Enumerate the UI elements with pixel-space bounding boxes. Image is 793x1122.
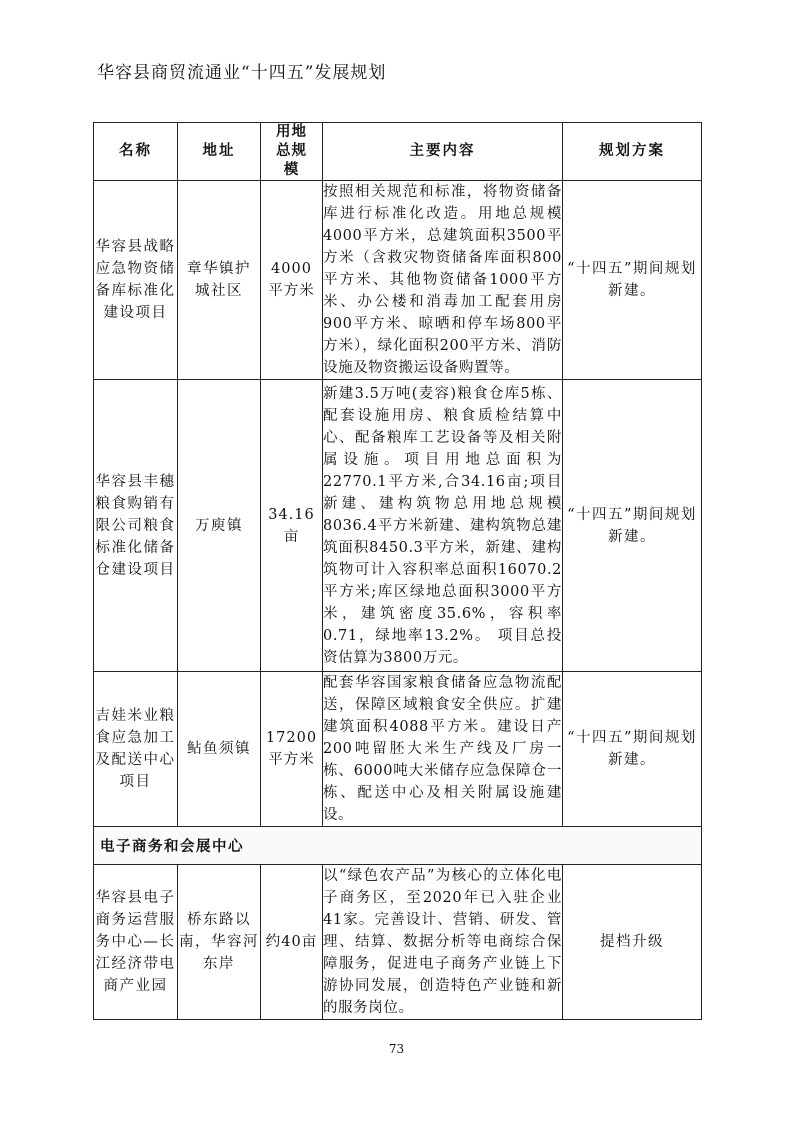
project-content: 以“绿色农产品”为核心的立体化电子商务区，至2020年已入驻企业41家。完善设计、营销、研发、管理、结算、数据分析等电商综合保障服务，促进电子商务产业链上下游协同发展，创造特色产业链和新的服务岗位。 <box>323 865 563 1020</box>
table-header-row <box>94 123 702 181</box>
project-plan: “十四五”期间规划新建。 <box>563 672 702 827</box>
page-number: 73 <box>388 1042 405 1056</box>
project-plan: 提档升级 <box>563 865 702 1020</box>
project-table <box>93 122 702 1020</box>
project-plan: “十四五”期间规划新建。 <box>563 181 702 380</box>
project-address: 鲇鱼须镇 <box>178 672 261 827</box>
project-name: 华容县电子商务运营服务中心—长江经济带电商产业园 <box>94 865 178 1020</box>
project-address: 章华镇护城社区 <box>178 181 261 380</box>
section-title: 电子商务和会展中心 <box>94 827 702 865</box>
project-name: 吉娃米业粮食应急加工及配送中心项目 <box>94 672 178 827</box>
table-row <box>94 865 702 1020</box>
project-name: 华容县丰穗粮食购销有限公司粮食标准化储备仓建设项目 <box>94 380 178 672</box>
project-size: 17200平方米 <box>261 672 323 827</box>
project-name: 华容县战略应急物资储备库标准化建设项目 <box>94 181 178 380</box>
project-plan: “十四五”期间规划新建。 <box>563 380 702 672</box>
table-row <box>94 672 702 827</box>
project-content: 配套华容国家粮食储备应急物流配送，保障区域粮食安全供应。扩建建筑面积4088平方米。建设日产200吨留胚大米生产线及厂房一栋、6000吨大米储存应急保障仓一栋、配送中心及相关附属设施建设。 <box>323 672 563 827</box>
document-header: 华容县商贸流通业“十四五”发展规划 <box>97 63 387 83</box>
project-address: 万庾镇 <box>178 380 261 672</box>
project-address: 桥东路以南，华容河东岸 <box>178 865 261 1020</box>
project-content: 新建3.5万吨(麦容)粮食仓库5栋、配套设施用房、粮食质检结算中心、配备粮库工艺设备等及相关附属设施。项目用地总面积为22770.1平方米,合34.16亩;项目新建、建构筑物总用地总规模8036.4平方米新建、建构筑物总建筑面积8450.3平方米，新建、建构筑物可计入容积率总面积16070.2平方米;库区绿地总面积3000平方米，建筑密度35.6%，容积率0.71，绿地率13.2%。 项目总投资估算为3800万元。 <box>323 380 563 672</box>
column-header-name: 名称 <box>94 123 178 181</box>
section-row <box>94 827 702 865</box>
column-header-plan: 规划方案 <box>563 123 702 181</box>
column-header-address: 地址 <box>178 123 261 181</box>
project-size: 4000平方米 <box>261 181 323 380</box>
project-content: 按照相关规范和标准，将物资储备库进行标准化改造。用地总规模4000平方米，总建筑面积3500平方米（含救灾物资储备库面积800平方米、其他物资储备1000平方米、办公楼和消毒加工配套用房900平方米、晾晒和停车场800平方米），绿化面积200平方米、消防设施及物资搬运设备购置等。 <box>323 181 563 380</box>
column-header-size: 用地总规模 <box>261 123 323 181</box>
table-row <box>94 181 702 380</box>
table-row <box>94 380 702 672</box>
column-header-content: 主要内容 <box>323 123 563 181</box>
project-size: 34.16亩 <box>261 380 323 672</box>
project-size: 约40亩 <box>261 865 323 1020</box>
